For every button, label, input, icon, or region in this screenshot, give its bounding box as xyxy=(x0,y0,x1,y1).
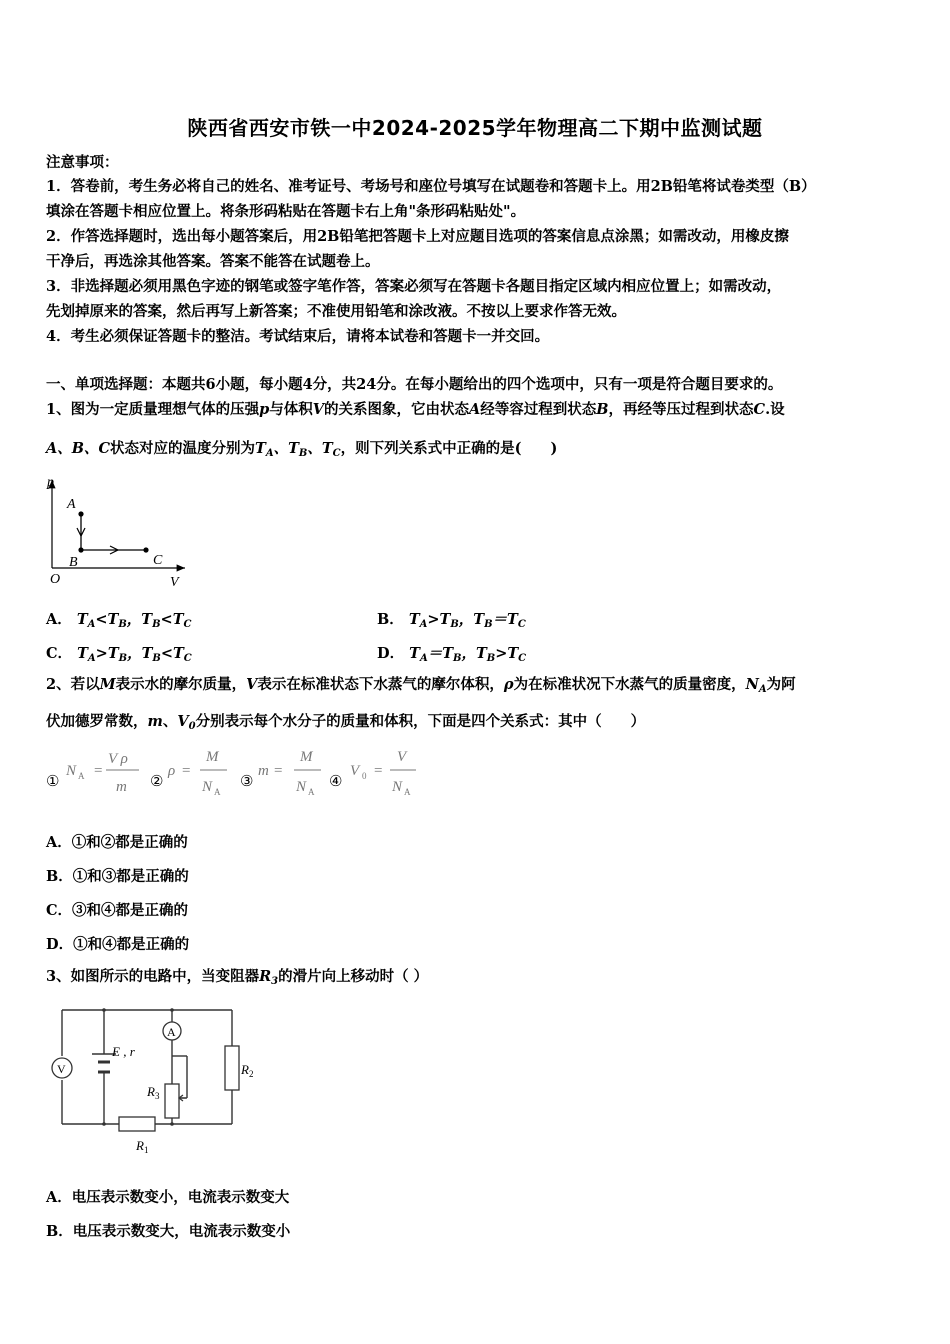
voltmeter-label: V xyxy=(57,1062,66,1076)
svg-text:=: = xyxy=(94,763,103,779)
svg-text:M: M xyxy=(206,749,219,765)
q3-option-b[interactable]: B．电压表示数变大，电流表示数变小 xyxy=(46,1223,291,1240)
q3-option-a[interactable]: A．电压表示数变小，电流表示数变大 xyxy=(46,1189,290,1206)
q2-stem-line2: 伏加德罗常数，m、$V_0$分别表示每个水分子的质量和体积，下面是四个关系式：其中（ ） xyxy=(46,713,646,732)
svg-text:=: = xyxy=(274,763,283,779)
rheostat-r3 xyxy=(165,1084,179,1118)
mark-1: ① xyxy=(46,774,60,790)
notice-line: 干净后，再选涂其他答案。答案不能答在试题卷上。 xyxy=(46,253,380,270)
notice-line: 1．答卷前，考生务必将自己的姓名、准考证号、考场号和座位号填写在试题卷和答题卡上。用2B铅笔将试卷类型（B） xyxy=(46,178,816,195)
r3-label: $R_3$ xyxy=(147,1084,160,1101)
svg-text:m: m xyxy=(258,763,269,779)
v-axis-label: V xyxy=(170,575,179,590)
svg-text:A: A xyxy=(308,787,315,797)
svg-text:N: N xyxy=(202,779,213,795)
q2-option-d[interactable]: D．①和④都是正确的 xyxy=(46,936,190,953)
point-a xyxy=(78,511,83,516)
svg-text:V: V xyxy=(397,749,407,765)
q2-formulas xyxy=(44,742,434,800)
svg-text:0: 0 xyxy=(362,771,367,781)
r1-label: $R_1$ xyxy=(136,1138,149,1155)
label-b: B xyxy=(69,555,78,570)
q2-stem-line1: 2、若以M表示水的摩尔质量，V表示在标准状态下水蒸气的摩尔体积，ρ为在标准状况下水蒸气的质量密度，$N_A$为阿 xyxy=(46,676,796,695)
label-a: A xyxy=(67,497,76,512)
ammeter-label: A xyxy=(167,1025,176,1039)
q1-option-c[interactable]: C． $T_A>T_B$，$T_B<T_C$ xyxy=(46,645,192,664)
notice-line: 2．作答选择题时，选出每小题答案后，用2B铅笔把答题卡上对应题目选项的答案信息点涂黑；如需改动，用橡皮擦 xyxy=(46,228,789,245)
origin-label: O xyxy=(50,572,61,587)
q1-option-a[interactable]: A． $T_A<T_B$，$T_B<T_C$ xyxy=(46,611,192,630)
section-heading: 一、单项选择题：本题共6小题，每小题4分，共24分。在每小题给出的四个选项中，只有一项是符合题目要求的。 xyxy=(46,376,783,393)
circuit-diagram xyxy=(44,1000,274,1160)
notice-line: 先划掉原来的答案，然后再写上新答案；不准使用铅笔和涂改液。不按以上要求作答无效。 xyxy=(46,303,626,320)
slider-arrow xyxy=(179,1095,186,1101)
point-b xyxy=(78,547,83,552)
svg-text:=: = xyxy=(374,763,383,779)
svg-text:ρ: ρ xyxy=(168,763,176,779)
q1-option-b[interactable]: B． $T_A>T_B$，$T_B=T_C$ xyxy=(377,611,526,630)
mark-4: ④ xyxy=(329,774,343,790)
r2-label: $R_2$ xyxy=(241,1062,254,1079)
svg-text:V ρ: V ρ xyxy=(108,751,128,767)
pv-graph xyxy=(40,470,200,595)
resistor-r1 xyxy=(119,1117,155,1131)
notice-line: 4．考生必须保证答题卡的整洁。考试结束后，请将本试卷和答题卡一并交回。 xyxy=(46,328,550,345)
label-c: C xyxy=(153,553,163,568)
svg-text:=: = xyxy=(182,763,191,779)
svg-text:M: M xyxy=(300,749,313,765)
svg-text:V: V xyxy=(350,763,360,779)
notice-line: 填涂在答题卡相应位置上。将条形码粘贴在答题卡右上角"条形码粘贴处"。 xyxy=(46,203,526,220)
q1-option-d[interactable]: D． $T_A=T_B$，$T_B>T_C$ xyxy=(377,645,527,664)
svg-text:N: N xyxy=(66,763,77,779)
point-c xyxy=(143,547,148,552)
mark-3: ③ xyxy=(240,774,254,790)
svg-text:A: A xyxy=(404,787,411,797)
svg-text:N: N xyxy=(392,779,403,795)
formula-3 xyxy=(258,749,321,797)
formula-2 xyxy=(167,749,227,797)
svg-text:A: A xyxy=(214,787,221,797)
q3-stem: 3、如图所示的电路中，当变阻器$R_3$的滑片向上移动时（ ） xyxy=(46,968,429,987)
p-axis-label: p xyxy=(47,475,54,490)
q1-stem-line1: 1、图为一定质量理想气体的压强p与体积V的关系图象，它由状态A经等容过程到状态B，再经等压过程到状态C.设 xyxy=(46,401,785,418)
q2-option-b[interactable]: B．①和③都是正确的 xyxy=(46,868,189,885)
svg-text:N: N xyxy=(296,779,307,795)
notice-line: 3．非选择题必须用黑色字迹的钢笔或签字笔作答，答案必须写在答题卡各题目指定区域内相应位置上；如需改动， xyxy=(46,278,782,295)
svg-text:A: A xyxy=(78,771,85,781)
battery-label: E , r xyxy=(112,1044,135,1059)
q2-option-c[interactable]: C．③和④都是正确的 xyxy=(46,902,189,919)
svg-text:m: m xyxy=(116,779,127,795)
formula-1 xyxy=(65,751,139,795)
q1-stem-line2: A、B、C状态对应的温度分别为$T_A$、$T_B$、$T_C$，则下列关系式中正确的是( ) xyxy=(46,440,558,459)
mark-2: ② xyxy=(150,774,164,790)
q2-option-a[interactable]: A．①和②都是正确的 xyxy=(46,834,188,851)
formula-4 xyxy=(350,749,416,797)
page-title: 陕西省西安市铁一中2024-2025学年物理高二下期中监测试题 xyxy=(187,116,763,140)
notice-heading: 注意事项： xyxy=(46,154,119,171)
resistor-r2 xyxy=(225,1046,239,1090)
